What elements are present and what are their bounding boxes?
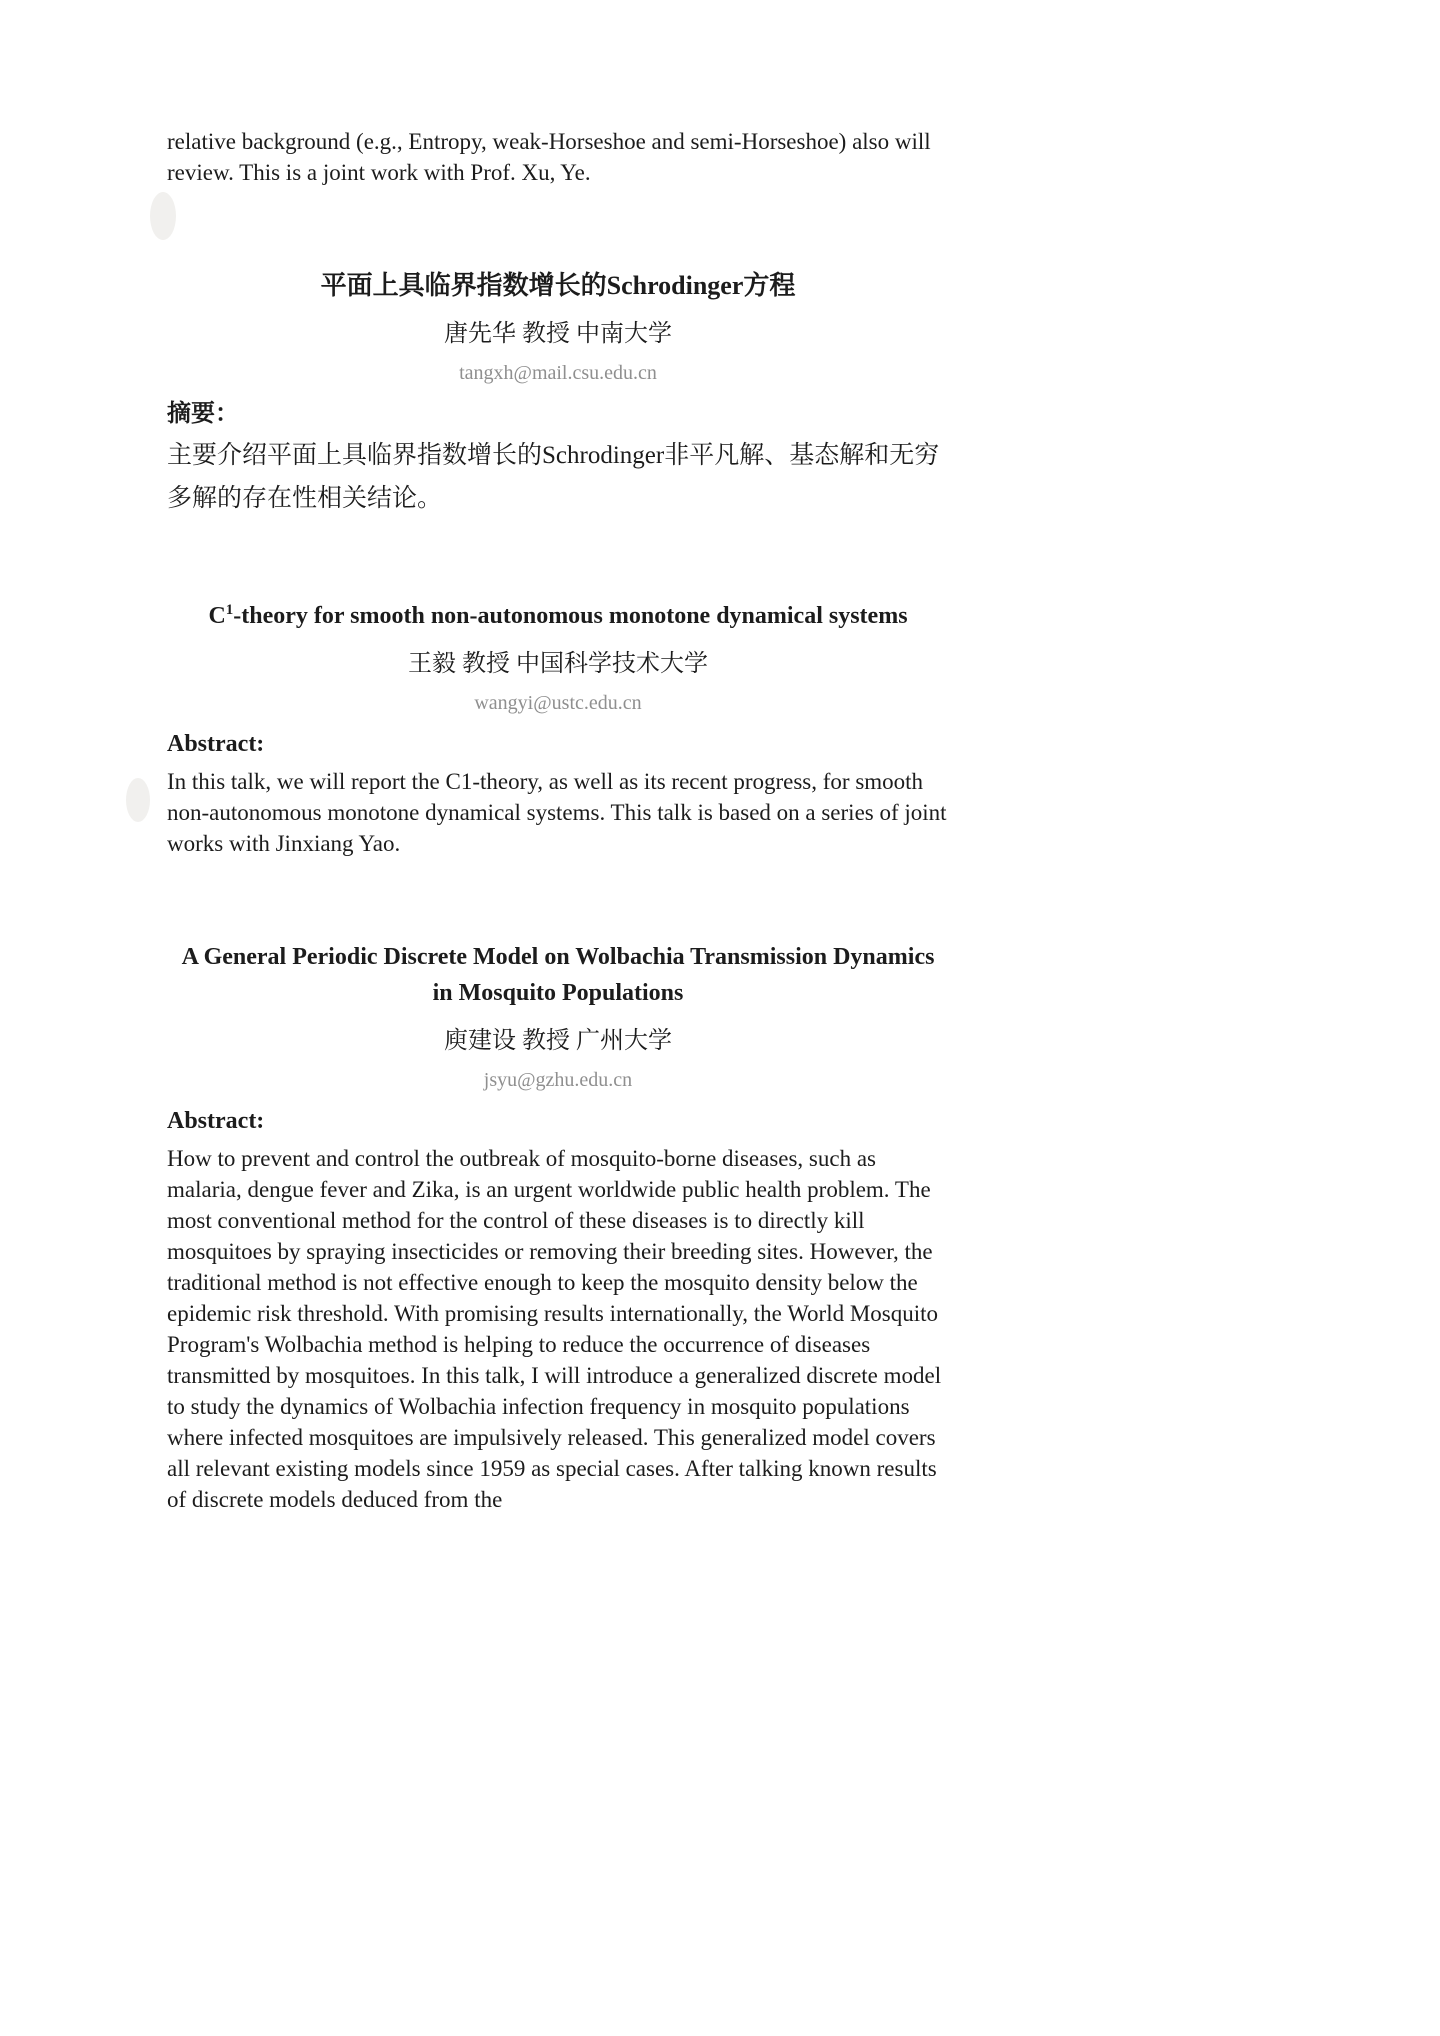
talk-section-schrodinger — [167, 268, 949, 520]
abstract-label: Abstract: — [167, 731, 265, 757]
talk-title: 平面上具临界指数增长的Schrodinger方程 — [320, 271, 796, 300]
title-text: -theory for smooth non-autonomous monotone dynamical systems — [233, 603, 908, 629]
speaker-email: jsyu@gzhu.edu.cn — [483, 1069, 633, 1091]
talk-title — [167, 592, 949, 634]
speaker-line: 唐先华 教授 中南大学 — [444, 321, 672, 347]
title-superscript: 1 — [225, 602, 234, 618]
speaker-email: wangyi@ustc.edu.cn — [474, 692, 642, 714]
abstract-label: 摘要： — [167, 401, 239, 427]
speaker-email: tangxh@mail.csu.edu.cn — [459, 362, 657, 384]
abstract-text: How to prevent and control the outbreak of mosquito-borne diseases, such as malaria, dengue fever and Zika, is an urgent worldwide public health problem. The most conventional method for the control of these diseases is to directly kill mosquitoes by spraying insecticides or removing their breeding sites. However, the traditional method is not effective enough to keep the mosquito density below the epidemic risk threshold. With promising results internationally, the World Mosquito Program's Wolbachia method is helping to reduce the occurrence of diseases transmitted by mosquitoes. In this talk, I will introduce a generalized discrete model to study the dynamics of Wolbachia infection frequency in mosquito populations where infected mosquitoes are impulsively released. This generalized model covers all relevant existing models since 1959 as special cases. After talking known results of discrete models deduced from the — [167, 1146, 942, 1512]
abstract-text: 主要介绍平面上具临界指数增长的Schrodinger非平凡解、基态解和无穷多解的存在性相关结论。 — [167, 442, 940, 512]
scan-artifact — [126, 778, 150, 822]
page-content — [167, 126, 949, 1515]
speaker-line: 王毅 教授 中国科学技术大学 — [408, 651, 708, 677]
talk-title-line-1: A General Periodic Discrete Model on Wolbachia Transmission Dynamics — [181, 944, 935, 970]
abstract-text: In this talk, we will report the C1-theory, as well as its recent progress, for smooth non-autonomous monotone dynamical systems. This talk is based on a series of joint works with Jinxiang Yao. — [167, 769, 947, 856]
speaker-line: 庾建设 教授 广州大学 — [444, 1028, 672, 1054]
continuation-paragraph: relative background (e.g., Entropy, weak-Horseshoe and semi-Horseshoe) also will review. This is a joint work with Prof. Xu, Ye. — [167, 129, 931, 185]
talk-section-c1-theory — [167, 592, 949, 859]
talk-title-line-2: in Mosquito Populations — [432, 980, 684, 1006]
title-text: C — [208, 603, 226, 629]
abstract-label: Abstract: — [167, 1108, 265, 1134]
talk-section-wolbachia — [167, 939, 949, 1515]
